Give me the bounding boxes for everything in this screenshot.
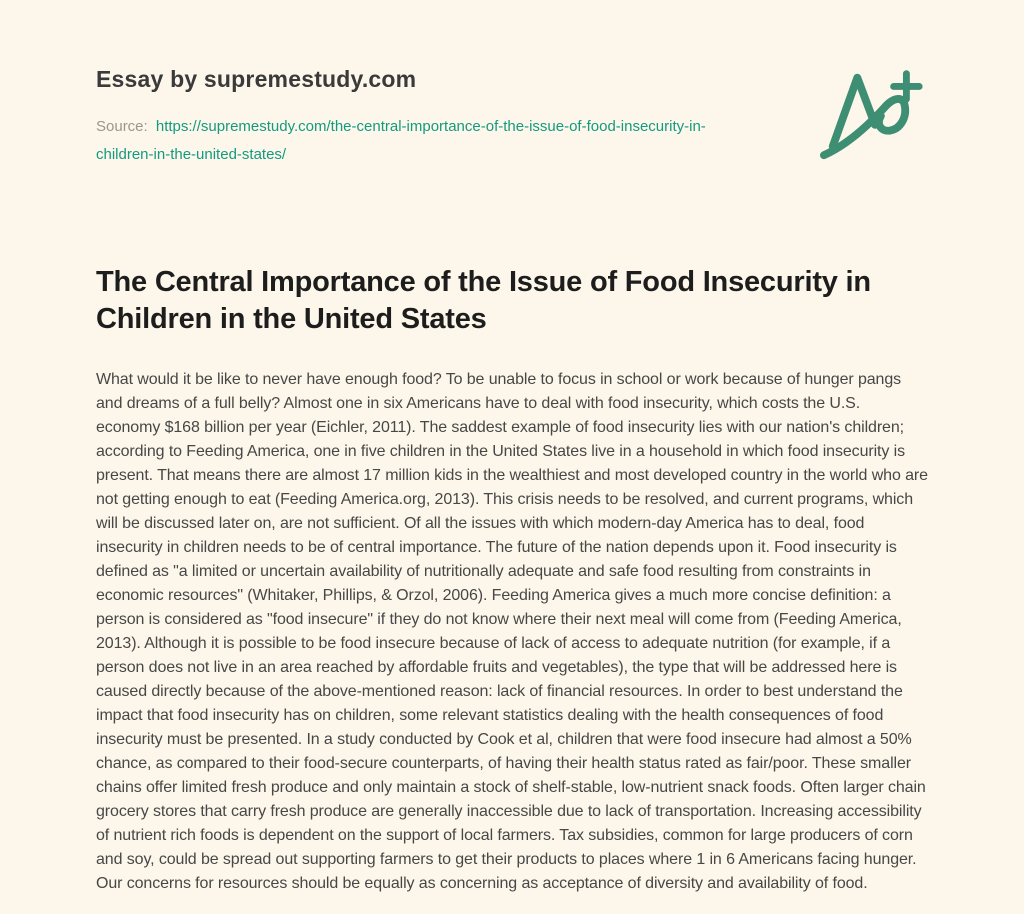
source-link[interactable]: https://supremestudy.com/the-central-importance-of-the-issue-of-food-insecurity-in-children-in-the-united-states/ (96, 118, 706, 163)
document-header (96, 66, 928, 169)
essay-title: The Central Importance of the Issue of Food Insecurity in Children in the United States (96, 266, 871, 335)
essay-body: What would it be like to never have enough food? To be unable to focus in school or work because of hunger pangs and dreams of a full belly? Almost one in six Americans have to deal with food insecurity, which costs the U.S. economy $168 billion per year (Eichler, 2011). The saddest example of food insecurity lies with our nation's children; according to Feeding America, one in five children in the United States live in a household in which food insecurity is present. That means there are almost 17 million kids in the wealthiest and most developed country in the world who are not getting enough to eat (Feeding America.org, 2013). This crisis needs to be resolved, and current programs, which will be discussed later on, are not sufficient. Of all the issues with which modern-day America has to deal, food insecurity in children needs to be of central importance. The future of the nation depends upon it. Food insecurity is defined as "a limited or uncertain availability of nutritionally adequate and safe food resulting from constraints in economic resources" (Whitaker, Phillips, & Orzol, 2006). Feeding America gives a much more concise definition: a person is considered as "food insecure" if they do not know where their next meal will come from (Feeding America, 2013). Although it is possible to be food insecure because of lack of access to adequate nutrition (for example, if a person does not live in an area reached by affordable fruits and vegetables), the type that will be addressed here is caused directly because of the above-mentioned reason: lack of financial resources. In order to best understand the impact that food insecurity has on children, some relevant statistics dealing with the health consequences of food insecurity must be presented. In a study conducted by Cook et al, children that were food insecure had almost a 50% chance, as compared to their food-secure counterparts, of having their health status rated as fair/poor. These smaller chains offer limited fresh produce and only maintain a stock of shelf-stable, low-nutrient snack foods. Often larger chain grocery stores that carry fresh produce are generally inaccessible due to lack of transportation. Increasing accessibility of nutrient rich foods is dependent on the support of local farmers. Tax subsidies, common for large producers of corn and soy, could be spread out supporting farmers to get their products to places where 1 in 6 Americans facing hunger. Our concerns for resources should be equally as concerning as acceptance of diversity and availability of food. (96, 371, 928, 892)
essay-content (96, 264, 928, 896)
page-title: Essay by supremestudy.com (96, 66, 417, 92)
a-plus-logo-icon (820, 62, 928, 164)
supremestudy-logo (820, 62, 928, 164)
source-label: Source: (96, 118, 148, 135)
source-line (96, 113, 756, 169)
